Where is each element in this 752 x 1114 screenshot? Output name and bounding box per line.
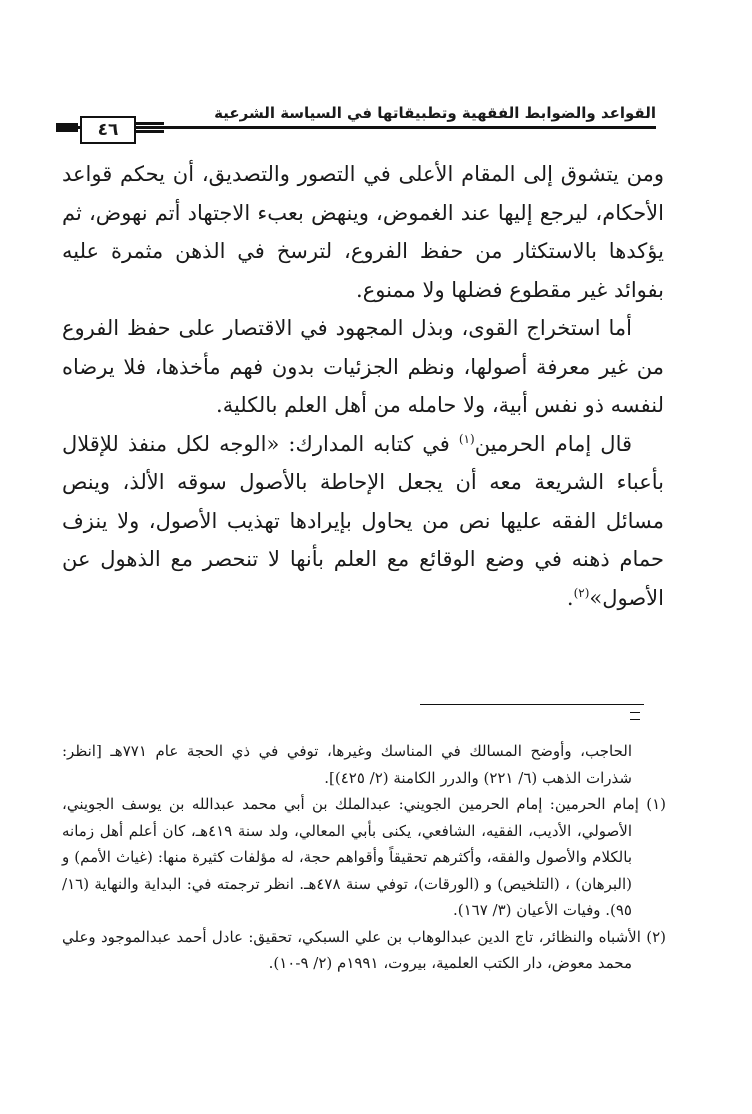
footnote-ref[interactable]: (٢) [573, 585, 590, 600]
main-text [62, 155, 664, 617]
footnote-ref[interactable]: (١) [458, 431, 475, 446]
footnote-1: (١) إمام الحرمين: إمام الحرمين الجويني: عبدالملك بن أبي محمد عبدالله بن يوسف الجويني، الأصولي، الأديب، الفقيه، الشافعي، يكنى بأبي المعالي، ولد سنة ٤١٩هـ، كان أعلم أهل زمانه بالكلام والأصول والفقه، وأكثرهم تحقيقاً وأقواهم حجة، له مؤلفات كثيرة منها: (غياث الأمم) و (البرهان) ، (التلخيص) و (الورقات)، توفي سنة ٤٧٨هـ. انظر ترجمته في: البداية والنهاية (١٦/ ٩٥). وفيات الأعيان (٣/ ١٦٧). [62, 795, 666, 919]
paragraph [62, 425, 664, 618]
header-ornament-line [136, 122, 164, 125]
paragraph-text: . [566, 585, 574, 610]
paragraph-text: قال إمام الحرمين [474, 431, 632, 456]
page-number: ٤٦ [80, 116, 136, 144]
footnote-separator [420, 704, 644, 705]
paragraph-text: في كتابه المدارك: «الوجه لكل منفذ للإقلال بأعباء الشريعة معه أن يجعل الإحاطة بالأصول سوقه الألذ، وينص مسائل الفقه عليها نص من يحاول بإيرادها تهذيب الأصول، ولا ينزف حمام ذهنه في وضع الوقائع مع العلم بأنها لا تنحصر مع الذهول عن الأصول» [62, 431, 664, 610]
header-ornament-line [136, 130, 164, 133]
running-title: القواعد والضوابط الفقهية وتطبيقاتها في السياسة الشرعية [206, 102, 656, 124]
running-header [56, 102, 656, 138]
header-ornament-line [56, 123, 78, 126]
header-ornament-line [56, 129, 78, 132]
footnote-continuation-mark [630, 712, 640, 720]
footnote-continued: الحاجب، وأوضح المسالك في المناسك وغيرها، توفي في ذي الحجة عام ٧٧١هـ [انظر: شذرات الذهب (٦/ ٢٢١) والدرر الكامنة (٢/ ٤٢٥)]. [62, 742, 632, 787]
paragraph: ومن يتشوق إلى المقام الأعلى في التصور والتصديق، أن يحكم قواعد الأحكام، ليرجع إليها عند الغموض، وينهض بعبء الاجتهاد أتم نهوض، ثم يؤكدها بالاستكثار من حفظ الفروع، لترسخ في الذهن مثمرة عليه بفوائد غير مقطوع فضلها ولا ممنوع. [62, 162, 664, 302]
header-rule [56, 126, 656, 129]
paragraph: أما استخراج القوى، وبذل المجهود في الاقتصار على حفظ الفروع من غير معرفة أصولها، ونظم الجزئيات بدون فهم مأخذها، فلا يرضاه لنفسه ذو نفس أبية، ولا حامله من أهل العلم بالكلية. [62, 316, 664, 417]
footnote-2: (٢) الأشباه والنظائر، تاج الدين عبدالوهاب بن علي السبكي، تحقيق: عادل أحمد عبدالموجود وعلي محمد معوض، دار الكتب العلمية، بيروت، ١٩٩١م (٢/ ٩-١٠). [62, 927, 666, 972]
footnotes [62, 738, 666, 977]
